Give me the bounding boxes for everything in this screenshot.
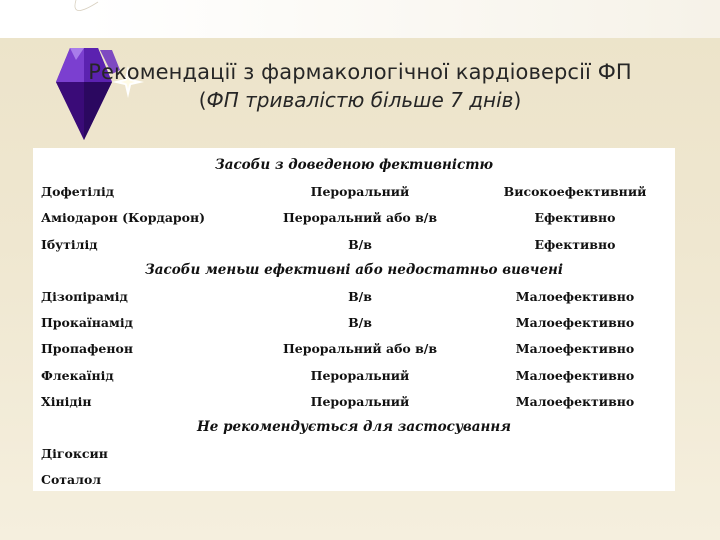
drug-name: Хінідін: [41, 393, 92, 409]
drug-efficacy: Ефективно: [534, 236, 616, 252]
drug-name: Соталол: [41, 472, 102, 488]
drug-route: В/в: [348, 236, 372, 252]
title-main: Рекомендації з фармакологічної кардіоверсії ФП: [88, 60, 632, 84]
drug-route: Пероральний: [310, 393, 410, 409]
drug-name: Флекаїнід: [41, 367, 114, 383]
drug-route: В/в: [348, 288, 372, 304]
title-subtitle: [40, 86, 680, 114]
drug-route: В/в: [348, 315, 372, 331]
drug-name: Ібутілід: [41, 236, 98, 252]
drug-route: Пероральний: [310, 367, 410, 383]
drug-route: Пероральний або в/в: [282, 210, 438, 226]
table-row: [33, 178, 675, 204]
table-row: [33, 388, 675, 414]
drug-name: Дігоксин: [41, 446, 108, 462]
drug-name: Дофетілід: [41, 184, 115, 200]
drug-efficacy: Малоефективно: [515, 341, 635, 357]
section-heading: Засоби з доведеною фективністю: [214, 157, 494, 173]
drug-efficacy: Малоефективно: [515, 288, 635, 304]
table-row: [33, 309, 675, 335]
drug-efficacy: Ефективно: [534, 210, 616, 226]
drug-name: Аміодарон (Кордарон): [41, 210, 206, 226]
section-heading: Не рекомендується для застосування: [197, 418, 511, 435]
drug-efficacy: Малоефективно: [515, 315, 635, 331]
table-row: [33, 204, 675, 230]
drug-efficacy: Високоефективний: [503, 184, 647, 200]
table-row: [33, 283, 675, 309]
slide-title: [40, 58, 680, 114]
table-row: [33, 440, 675, 466]
drug-route: Пероральний або в/в: [282, 341, 438, 357]
drug-table: [33, 148, 675, 491]
drug-name: Прокаїнамід: [41, 315, 133, 331]
table-row: [33, 466, 675, 492]
subtitle-open-paren: (: [198, 88, 207, 112]
drug-name: Пропафенон: [41, 341, 133, 357]
table-row: [33, 231, 675, 257]
drug-name: Дізопірамід: [41, 288, 128, 304]
subtitle-close-paren: ): [513, 88, 522, 112]
drug-route: Пероральний: [310, 184, 410, 200]
drug-efficacy: Малоефективно: [515, 367, 635, 383]
subtitle-text: ФП тривалістю більше 7 днів: [206, 88, 514, 112]
table-row: [33, 362, 675, 388]
drug-efficacy: Малоефективно: [515, 393, 635, 409]
table-row: [33, 335, 675, 361]
section-heading: Засоби меньш ефективні або недостатньо вивчені: [144, 261, 564, 278]
